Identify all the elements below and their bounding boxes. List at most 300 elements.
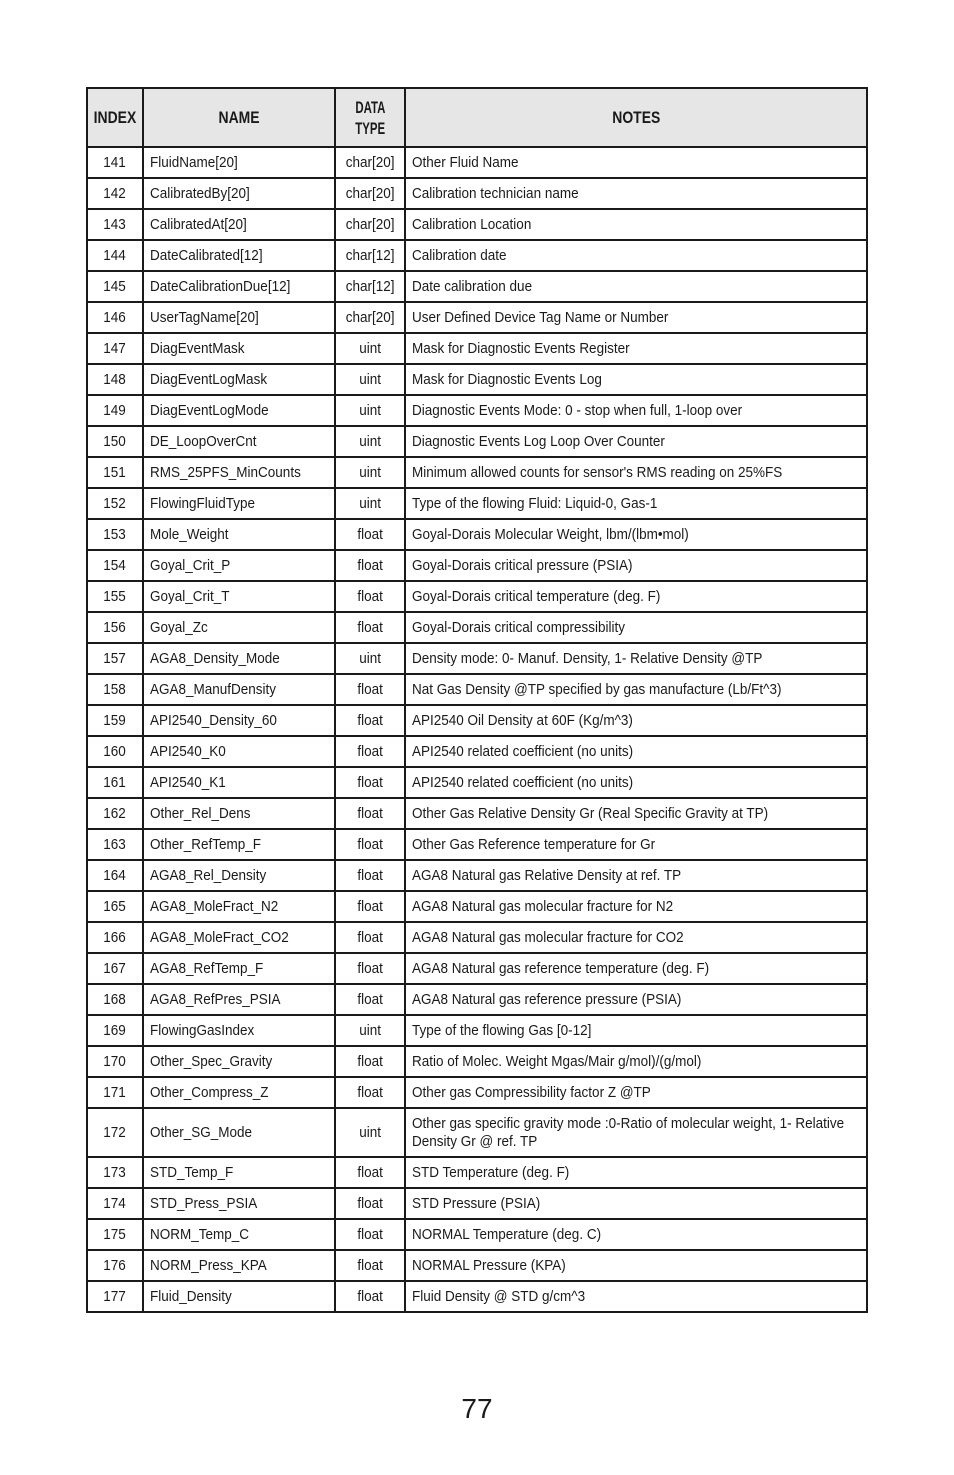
cell-data-type-text: uint — [359, 463, 381, 481]
cell-index-text: 158 — [103, 680, 127, 698]
cell-index — [87, 1219, 143, 1250]
cell-notes-text: Mask for Diagnostic Events Register — [412, 339, 630, 357]
table-row — [87, 488, 867, 519]
cell-data-type-text: char[20] — [345, 215, 395, 233]
cell-index — [87, 1077, 143, 1108]
cell-notes — [405, 240, 867, 271]
cell-name — [143, 1219, 335, 1250]
cell-notes-text: AGA8 Natural gas Relative Density at ref. TP — [412, 866, 682, 884]
cell-data-type-text: uint — [359, 494, 381, 512]
cell-data-type-text: float — [357, 1256, 383, 1274]
cell-name — [143, 1108, 335, 1157]
cell-name — [143, 674, 335, 705]
cell-notes — [405, 302, 867, 333]
cell-notes — [405, 1188, 867, 1219]
cell-index-text: 154 — [103, 556, 127, 574]
cell-notes-text: Other gas specific gravity mode :0-Ratio of molecular weight, 1- Relative Density Gr @ ref. TP — [412, 1114, 845, 1150]
cell-name — [143, 798, 335, 829]
cell-data-type — [335, 1077, 405, 1108]
cell-index-text: 150 — [103, 432, 127, 450]
cell-notes — [405, 364, 867, 395]
table-row — [87, 209, 867, 240]
table-row — [87, 736, 867, 767]
cell-name-text: API2540_K0 — [150, 742, 226, 760]
cell-name — [143, 953, 335, 984]
cell-index — [87, 519, 143, 550]
cell-index — [87, 767, 143, 798]
cell-data-type — [335, 1188, 405, 1219]
cell-data-type-text: float — [357, 804, 383, 822]
cell-index-text: 170 — [103, 1052, 127, 1070]
table-row — [87, 1015, 867, 1046]
cell-data-type — [335, 705, 405, 736]
cell-data-type — [335, 333, 405, 364]
table-row — [87, 178, 867, 209]
cell-data-type-text: float — [357, 773, 383, 791]
cell-data-type-text: float — [357, 1225, 383, 1243]
cell-name-text: CalibratedBy[20] — [150, 184, 250, 202]
cell-notes — [405, 550, 867, 581]
cell-name — [143, 395, 335, 426]
cell-index-text: 153 — [103, 525, 127, 543]
header-data-type — [335, 88, 405, 147]
cell-name-text: FluidName[20] — [150, 153, 238, 171]
cell-index-text: 148 — [103, 370, 127, 388]
cell-notes — [405, 922, 867, 953]
table-row — [87, 674, 867, 705]
cell-name-text: Goyal_Zc — [150, 618, 208, 636]
cell-notes-text: Type of the flowing Gas [0-12] — [412, 1021, 592, 1039]
cell-data-type — [335, 302, 405, 333]
table-row — [87, 426, 867, 457]
cell-notes — [405, 395, 867, 426]
cell-name — [143, 705, 335, 736]
cell-data-type — [335, 922, 405, 953]
cell-data-type — [335, 581, 405, 612]
cell-name-text: Mole_Weight — [150, 525, 229, 543]
cell-index — [87, 426, 143, 457]
cell-name-text: API2540_K1 — [150, 773, 226, 791]
header-type-line2: TYPE — [355, 118, 385, 138]
cell-notes — [405, 1281, 867, 1312]
cell-data-type-text: float — [357, 1287, 383, 1305]
table-row — [87, 1250, 867, 1281]
table-row — [87, 922, 867, 953]
cell-index — [87, 1281, 143, 1312]
cell-index — [87, 550, 143, 581]
cell-name — [143, 302, 335, 333]
table-row — [87, 705, 867, 736]
cell-data-type-text: float — [357, 556, 383, 574]
cell-notes-text: Density mode: 0- Manuf. Density, 1- Relative Density @TP — [412, 649, 763, 667]
cell-data-type-text: char[12] — [345, 246, 395, 264]
cell-name — [143, 240, 335, 271]
cell-data-type-text: float — [357, 711, 383, 729]
cell-data-type — [335, 798, 405, 829]
table-header-row — [87, 88, 867, 147]
cell-notes — [405, 333, 867, 364]
table-row — [87, 147, 867, 178]
cell-data-type — [335, 364, 405, 395]
cell-index-text: 145 — [103, 277, 127, 295]
cell-data-type — [335, 457, 405, 488]
cell-index-text: 173 — [103, 1163, 127, 1181]
cell-data-type-text: float — [357, 587, 383, 605]
header-index: INDEX — [87, 88, 143, 147]
table-row — [87, 984, 867, 1015]
cell-notes — [405, 1077, 867, 1108]
cell-notes-text: STD Temperature (deg. F) — [412, 1163, 570, 1181]
cell-data-type-text: float — [357, 990, 383, 1008]
table-row — [87, 395, 867, 426]
cell-name — [143, 488, 335, 519]
cell-name — [143, 550, 335, 581]
cell-notes-text: Other gas Compressibility factor Z @TP — [412, 1083, 651, 1101]
cell-data-type-text: float — [357, 1163, 383, 1181]
cell-notes-text: Goyal-Dorais critical compressibility — [412, 618, 626, 636]
cell-notes — [405, 829, 867, 860]
cell-index — [87, 240, 143, 271]
cell-index — [87, 209, 143, 240]
cell-data-type-text: char[20] — [345, 184, 395, 202]
cell-data-type — [335, 1015, 405, 1046]
cell-name-text: Other_SG_Mode — [150, 1123, 253, 1141]
table-row — [87, 364, 867, 395]
cell-notes-text: Nat Gas Density @TP specified by gas manufacture (Lb/Ft^3) — [412, 680, 782, 698]
cell-index — [87, 147, 143, 178]
table-row — [87, 891, 867, 922]
cell-data-type-text: float — [357, 1052, 383, 1070]
cell-index-text: 160 — [103, 742, 127, 760]
cell-data-type-text: uint — [359, 432, 381, 450]
cell-data-type-text: uint — [359, 1123, 381, 1141]
cell-name-text: CalibratedAt[20] — [150, 215, 247, 233]
cell-data-type — [335, 736, 405, 767]
cell-index-text: 146 — [103, 308, 127, 326]
cell-name — [143, 860, 335, 891]
cell-notes-text: Goyal-Dorais critical temperature (deg. F) — [412, 587, 661, 605]
register-table — [86, 87, 868, 1313]
cell-notes — [405, 953, 867, 984]
cell-notes-text: Ratio of Molec. Weight Mgas/Mair g/mol)/(g/mol) — [412, 1052, 702, 1070]
cell-name — [143, 612, 335, 643]
table-row — [87, 829, 867, 860]
cell-index — [87, 736, 143, 767]
cell-notes-text: Fluid Density @ STD g/cm^3 — [412, 1287, 586, 1305]
table-row — [87, 1219, 867, 1250]
cell-name — [143, 426, 335, 457]
cell-index — [87, 364, 143, 395]
cell-data-type-text: uint — [359, 649, 381, 667]
cell-data-type — [335, 674, 405, 705]
cell-data-type — [335, 643, 405, 674]
cell-data-type-text: float — [357, 959, 383, 977]
cell-data-type — [335, 519, 405, 550]
cell-notes — [405, 1015, 867, 1046]
cell-name — [143, 1046, 335, 1077]
table-row — [87, 860, 867, 891]
cell-notes — [405, 798, 867, 829]
cell-notes-text: API2540 related coefficient (no units) — [412, 773, 634, 791]
cell-index-text: 161 — [103, 773, 127, 791]
cell-name-text: FlowingGasIndex — [150, 1021, 255, 1039]
cell-data-type — [335, 1219, 405, 1250]
table-row — [87, 1108, 867, 1157]
cell-data-type — [335, 209, 405, 240]
cell-notes — [405, 271, 867, 302]
cell-index — [87, 829, 143, 860]
cell-index-text: 157 — [103, 649, 127, 667]
header-name: NAME — [143, 88, 335, 147]
cell-name-text: STD_Temp_F — [150, 1163, 234, 1181]
cell-data-type-text: float — [357, 1083, 383, 1101]
cell-notes-text: User Defined Device Tag Name or Number — [412, 308, 669, 326]
cell-name-text: Goyal_Crit_P — [150, 556, 231, 574]
cell-data-type — [335, 147, 405, 178]
cell-data-type-text: char[20] — [345, 308, 395, 326]
cell-notes-text: API2540 Oil Density at 60F (Kg/m^3) — [412, 711, 633, 729]
cell-index — [87, 922, 143, 953]
cell-notes — [405, 891, 867, 922]
cell-notes-text: Calibration date — [412, 246, 507, 264]
cell-index-text: 177 — [103, 1287, 127, 1305]
cell-index — [87, 860, 143, 891]
table-row — [87, 550, 867, 581]
cell-notes-text: Diagnostic Events Log Loop Over Counter — [412, 432, 665, 450]
cell-notes-text: AGA8 Natural gas reference temperature (deg. F) — [412, 959, 710, 977]
cell-index — [87, 333, 143, 364]
cell-data-type-text: float — [357, 928, 383, 946]
cell-data-type — [335, 1046, 405, 1077]
header-type-line1: DATA — [354, 97, 386, 117]
table-row — [87, 1157, 867, 1188]
cell-index-text: 152 — [103, 494, 127, 512]
cell-data-type-text: uint — [359, 339, 381, 357]
table-row — [87, 1188, 867, 1219]
cell-data-type — [335, 240, 405, 271]
cell-index-text: 151 — [103, 463, 127, 481]
cell-index-text: 169 — [103, 1021, 127, 1039]
cell-name-text: DiagEventMask — [150, 339, 245, 357]
cell-index-text: 176 — [103, 1256, 127, 1274]
cell-name — [143, 457, 335, 488]
cell-notes-text: Other Fluid Name — [412, 153, 519, 171]
cell-index-text: 167 — [103, 959, 127, 977]
cell-data-type-text: uint — [359, 401, 381, 419]
cell-name-text: Fluid_Density — [150, 1287, 232, 1305]
cell-notes — [405, 674, 867, 705]
cell-name-text: NORM_Temp_C — [150, 1225, 250, 1243]
cell-data-type — [335, 984, 405, 1015]
table-row — [87, 1281, 867, 1312]
page-number: 77 — [461, 1393, 493, 1424]
cell-index-text: 162 — [103, 804, 127, 822]
cell-data-type-text: float — [357, 866, 383, 884]
cell-index — [87, 612, 143, 643]
cell-name-text: STD_Press_PSIA — [150, 1194, 258, 1212]
cell-index — [87, 1157, 143, 1188]
cell-index-text: 149 — [103, 401, 127, 419]
table-row — [87, 302, 867, 333]
cell-data-type — [335, 488, 405, 519]
table-row — [87, 767, 867, 798]
cell-name-text: API2540_Density_60 — [150, 711, 277, 729]
cell-name-text: AGA8_Density_Mode — [150, 649, 280, 667]
cell-data-type-text: char[20] — [345, 153, 395, 171]
cell-index-text: 172 — [103, 1123, 127, 1141]
cell-data-type — [335, 1108, 405, 1157]
cell-index — [87, 1188, 143, 1219]
cell-index — [87, 1250, 143, 1281]
cell-notes — [405, 705, 867, 736]
cell-notes-text: Other Gas Relative Density Gr (Real Specific Gravity at TP) — [412, 804, 769, 822]
table-row — [87, 581, 867, 612]
cell-data-type — [335, 829, 405, 860]
cell-index — [87, 178, 143, 209]
cell-data-type — [335, 767, 405, 798]
cell-name — [143, 1015, 335, 1046]
table-row — [87, 1046, 867, 1077]
cell-name-text: RMS_25PFS_MinCounts — [150, 463, 301, 481]
cell-name — [143, 1281, 335, 1312]
table-row — [87, 643, 867, 674]
cell-name-text: DateCalibrated[12] — [150, 246, 263, 264]
cell-notes — [405, 457, 867, 488]
cell-notes-text: Diagnostic Events Mode: 0 - stop when full, 1-loop over — [412, 401, 743, 419]
cell-data-type — [335, 1281, 405, 1312]
cell-notes-text: Calibration Location — [412, 215, 532, 233]
cell-notes-text: Mask for Diagnostic Events Log — [412, 370, 602, 388]
cell-data-type-text: char[12] — [345, 277, 395, 295]
cell-notes — [405, 1250, 867, 1281]
cell-notes-text: AGA8 Natural gas reference pressure (PSIA) — [412, 990, 682, 1008]
cell-name — [143, 984, 335, 1015]
cell-notes — [405, 147, 867, 178]
cell-data-type — [335, 953, 405, 984]
cell-data-type — [335, 891, 405, 922]
cell-name-text: DiagEventLogMode — [150, 401, 269, 419]
table-row — [87, 798, 867, 829]
cell-notes-text: Goyal-Dorais Molecular Weight, lbm/(lbm•mol) — [412, 525, 689, 543]
table-row — [87, 1077, 867, 1108]
cell-index-text: 164 — [103, 866, 127, 884]
cell-index-text: 142 — [103, 184, 127, 202]
cell-name-text: FlowingFluidType — [150, 494, 256, 512]
cell-notes-text: NORMAL Pressure (KPA) — [412, 1256, 566, 1274]
cell-data-type — [335, 1250, 405, 1281]
table-row — [87, 333, 867, 364]
cell-index — [87, 302, 143, 333]
cell-notes-text: Type of the flowing Fluid: Liquid-0, Gas-1 — [412, 494, 658, 512]
cell-name-text: Other_Rel_Dens — [150, 804, 251, 822]
cell-index — [87, 705, 143, 736]
cell-notes — [405, 643, 867, 674]
cell-name — [143, 271, 335, 302]
cell-name-text: DE_LoopOverCnt — [150, 432, 257, 450]
cell-index-text: 143 — [103, 215, 127, 233]
table-row — [87, 519, 867, 550]
cell-notes — [405, 984, 867, 1015]
cell-data-type-text: float — [357, 680, 383, 698]
cell-name — [143, 178, 335, 209]
cell-notes-text: AGA8 Natural gas molecular fracture for N2 — [412, 897, 674, 915]
cell-name-text: UserTagName[20] — [150, 308, 259, 326]
cell-notes-text: API2540 related coefficient (no units) — [412, 742, 634, 760]
cell-index-text: 144 — [103, 246, 127, 264]
cell-index — [87, 271, 143, 302]
cell-name-text: AGA8_MoleFract_N2 — [150, 897, 279, 915]
cell-data-type — [335, 1157, 405, 1188]
cell-data-type — [335, 550, 405, 581]
cell-notes — [405, 209, 867, 240]
cell-notes — [405, 1046, 867, 1077]
cell-name-text: AGA8_MoleFract_CO2 — [150, 928, 289, 946]
cell-index-text: 174 — [103, 1194, 127, 1212]
cell-index — [87, 798, 143, 829]
cell-notes — [405, 1108, 867, 1157]
cell-index-text: 159 — [103, 711, 127, 729]
cell-notes-text: STD Pressure (PSIA) — [412, 1194, 541, 1212]
cell-data-type — [335, 271, 405, 302]
cell-index — [87, 1015, 143, 1046]
cell-data-type-text: uint — [359, 1021, 381, 1039]
cell-name-text: AGA8_RefTemp_F — [150, 959, 264, 977]
cell-index — [87, 457, 143, 488]
cell-data-type-text: float — [357, 897, 383, 915]
cell-name — [143, 1250, 335, 1281]
cell-index — [87, 984, 143, 1015]
cell-notes-text: Goyal-Dorais critical pressure (PSIA) — [412, 556, 633, 574]
cell-notes — [405, 178, 867, 209]
cell-notes — [405, 1157, 867, 1188]
cell-index — [87, 1108, 143, 1157]
cell-name-text: NORM_Press_KPA — [150, 1256, 267, 1274]
cell-index — [87, 1046, 143, 1077]
cell-index — [87, 488, 143, 519]
cell-name — [143, 1188, 335, 1219]
cell-name-text: Other_Compress_Z — [150, 1083, 269, 1101]
cell-data-type-text: uint — [359, 370, 381, 388]
cell-name-text: Goyal_Crit_T — [150, 587, 230, 605]
cell-notes — [405, 767, 867, 798]
cell-notes — [405, 581, 867, 612]
cell-notes — [405, 1219, 867, 1250]
cell-notes-text: AGA8 Natural gas molecular fracture for CO2 — [412, 928, 684, 946]
cell-data-type-text: float — [357, 525, 383, 543]
cell-name-text: Other_Spec_Gravity — [150, 1052, 273, 1070]
cell-index — [87, 581, 143, 612]
cell-index — [87, 891, 143, 922]
cell-name — [143, 147, 335, 178]
cell-data-type — [335, 860, 405, 891]
cell-name — [143, 209, 335, 240]
cell-name — [143, 891, 335, 922]
table-body — [87, 147, 867, 1312]
cell-data-type-text: float — [357, 1194, 383, 1212]
cell-name — [143, 1157, 335, 1188]
table-row — [87, 457, 867, 488]
cell-name-text: AGA8_RefPres_PSIA — [150, 990, 281, 1008]
cell-notes — [405, 612, 867, 643]
cell-name — [143, 364, 335, 395]
cell-index-text: 165 — [103, 897, 127, 915]
cell-name — [143, 519, 335, 550]
cell-name — [143, 922, 335, 953]
cell-index-text: 163 — [103, 835, 127, 853]
cell-data-type-text: float — [357, 835, 383, 853]
cell-name-text: AGA8_ManufDensity — [150, 680, 277, 698]
cell-index-text: 141 — [103, 153, 127, 171]
